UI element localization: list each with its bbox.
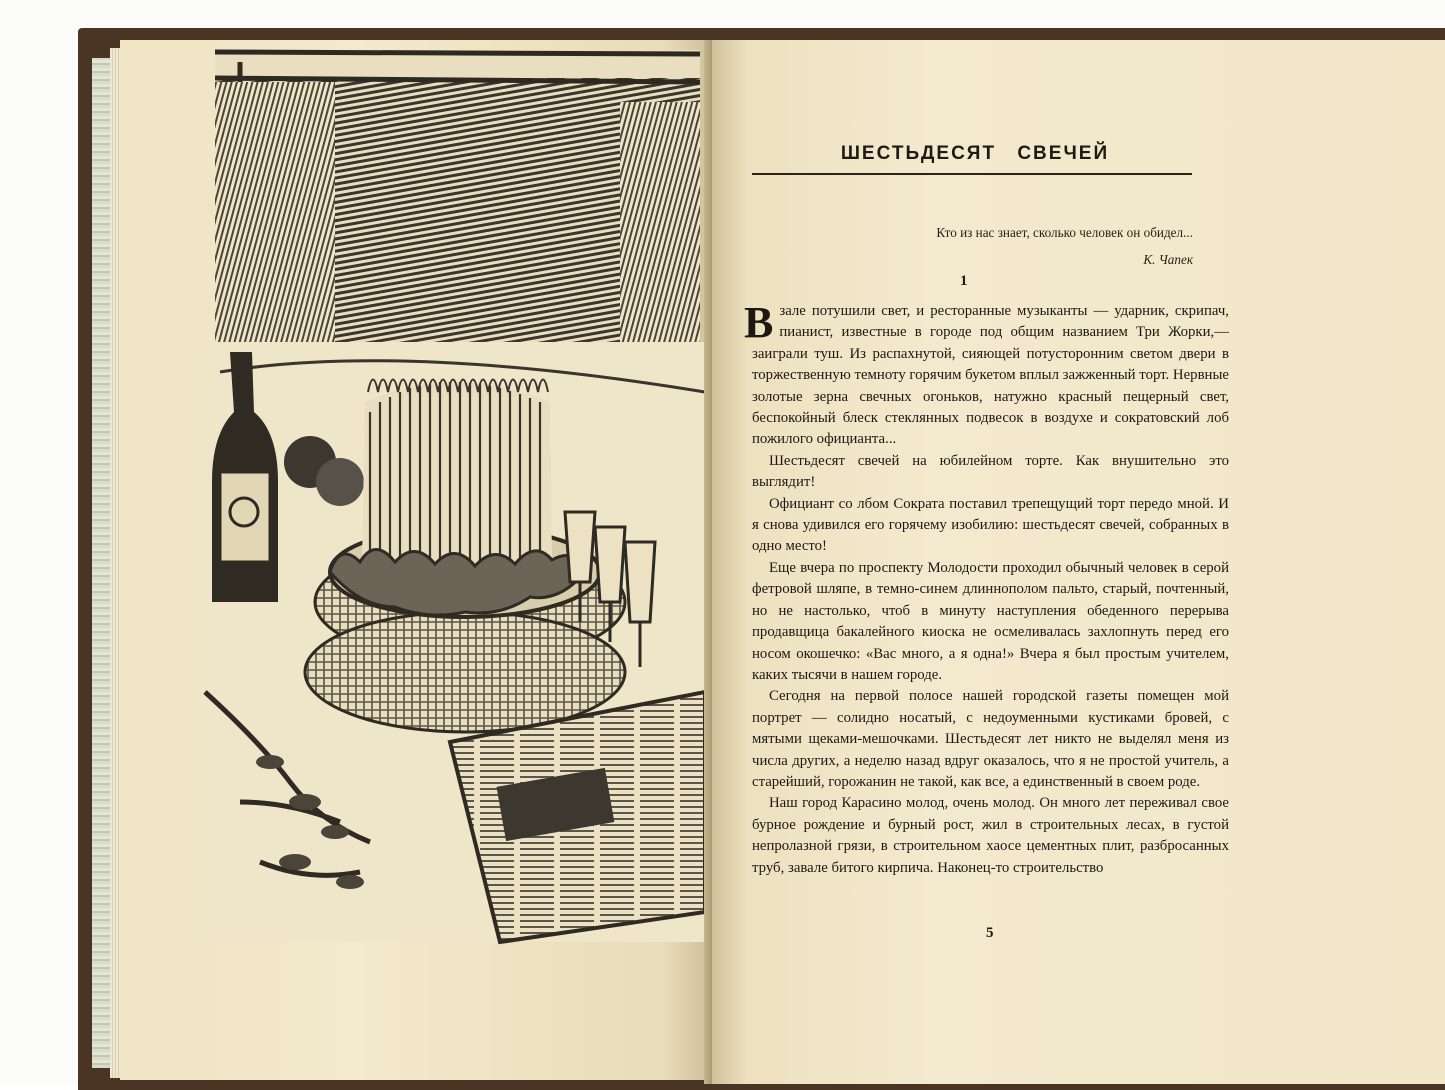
paragraph: В зале потушили свет, и ресторанные музыканты — ударник, скрипач, пианист, известные в городе под общим названием Три Жорки,— заиграли туш. Из распахнутой, сияющей потусторонним светом двери в торжественную темноту горячим букетом вплыл зажженный торт. Нервные золотые зерна свечных огоньков, натужно красный пещерный свет, беспокойный блеск стеклянных подвесок в воздухе и сократовский лоб пожилого официанта... — [744, 298, 1229, 448]
title-divider — [752, 173, 1192, 175]
epigraph-author: К. Чапек — [1143, 252, 1193, 267]
paragraph: Официант со лбом Сократа поставил трепещущий торт передо мной. И я снова удивился его горячему изобилию: шестьдесят свечей, собранных в одно место! — [752, 495, 1229, 555]
paragraph: Еще вчера по проспекту Молодости проходил обычный человек в серой фетровой шляпе, в темно-синем длиннополом пальто, старый, почтенный, но не настолько, чтоб в минуту наступления обеденного перерыва продавщица бакалейного киоска не осмеливалась захлопнуть перед его носом окошечко: «Вас много, а я одна!» Вчера я был простым учителем, каких тысячи в нашем городе. — [752, 559, 1229, 683]
cake-illustration — [200, 42, 705, 950]
chapter-title: ШЕСТЬДЕСЯТ СВЕЧЕЙ — [840, 143, 1110, 164]
paragraph: Наш город Карасино молод, очень молод. Он много лет переживал свое бурное рождение и бурный рост, жил в строительных лесах, в густой непролазной грязи, в строительном хаосе цементных плит, разбросанных труб, завале битого кирпича. Наконец-то строительство — [752, 795, 1229, 876]
paragraph: Сегодня на первой полосе нашей городской газеты помещен мой портрет — солидно носатый, с недоуменными кустиками бровей, с мятыми щеками-мешочками. Шестьдесят лет никто не выделял меня из числа других, а неделю назад вдруг оказалось, что я не простой учитель, а старейший, горожанин не такой, как все, а единственный в своем роде. — [752, 688, 1229, 790]
chapter-body — [744, 298, 1229, 879]
section-number: 1 — [960, 273, 968, 289]
epigraph-text: Кто из нас знает, сколько человек он обидел... — [936, 225, 1193, 240]
page-number: 5 — [986, 925, 994, 941]
paragraph: Шестьдесят свечей на юбилейном торте. Как внушительно это выглядит! — [752, 452, 1229, 491]
epigraph — [800, 219, 1193, 273]
drop-cap: В — [744, 298, 774, 347]
